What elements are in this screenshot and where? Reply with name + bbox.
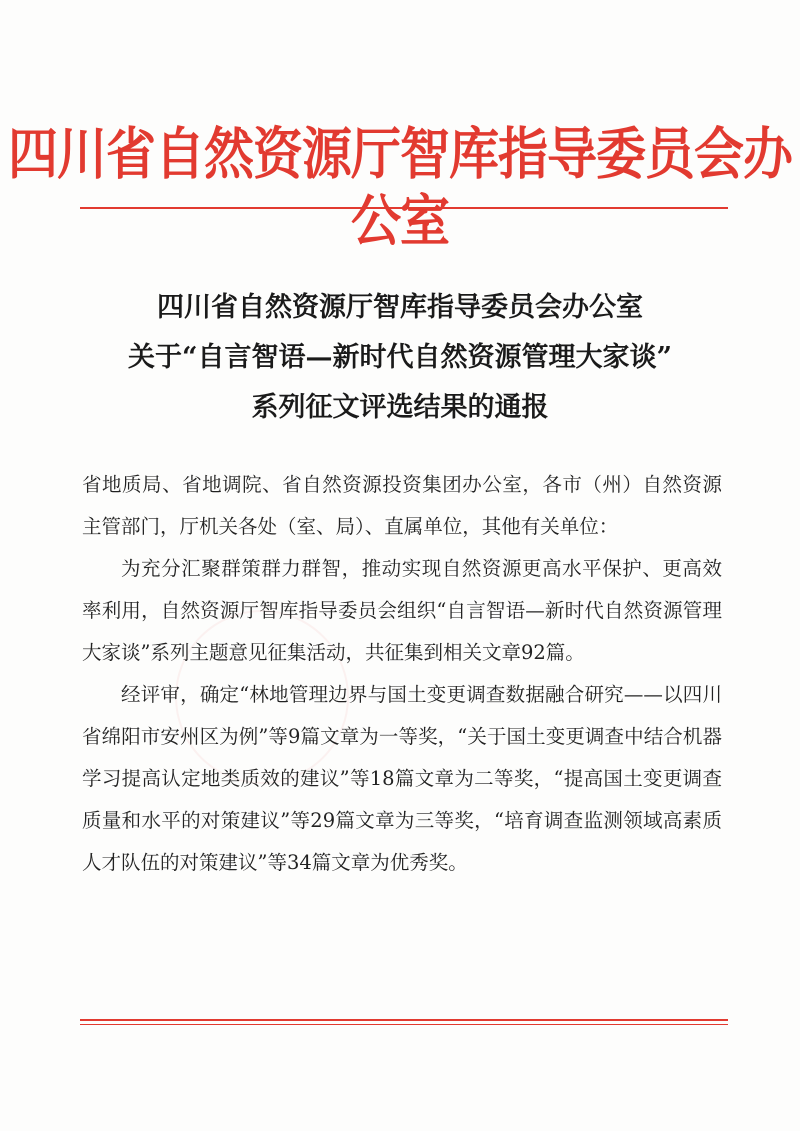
- letterhead-rule: [80, 207, 728, 209]
- notice-title-line-2: 关于“自言智语—新时代自然资源管理大家谈”: [127, 342, 673, 373]
- footer-rule-secondary: [80, 1024, 728, 1025]
- body-paragraph-1: 为充分汇聚群策群力群智，推动实现自然资源更高水平保护、更高效率利用，自然资源厅智库指导委员会组织“自言智语—新时代自然资源管理大家谈”系列主题意见征集活动，共征集到相关文章92篇。: [82, 557, 722, 664]
- recipients-paragraph: 省地质局、省地调院、省自然资源投资集团办公室，各市（州）自然资源主管部门，厅机关各处（室、局）、直属单位，其他有关单位：: [82, 473, 722, 538]
- notice-title: [0, 283, 800, 433]
- notice-title-line-1: 四川省自然资源厅智库指导委员会办公室: [157, 292, 643, 323]
- letterhead-title: 四川省自然资源厅智库指导委员会办公室: [8, 120, 792, 255]
- footer-rule: [80, 1019, 728, 1021]
- notice-body: [82, 464, 722, 884]
- body-paragraph-2: 经评审，确定“林地管理边界与国土变更调查数据融合研究——以四川省绵阳市安州区为例”等9篇文章为一等奖，“关于国土变更调查中结合机器学习提高认定地类质效的建议”等18篇文章为二等奖，“提高国土变更调查质量和水平的对策建议”等29篇文章为三等奖，“培育调查监测领域高素质人才队伍的对策建议”等34篇文章为优秀奖。: [82, 683, 722, 874]
- notice-title-line-3: 系列征文评选结果的通报: [251, 392, 549, 423]
